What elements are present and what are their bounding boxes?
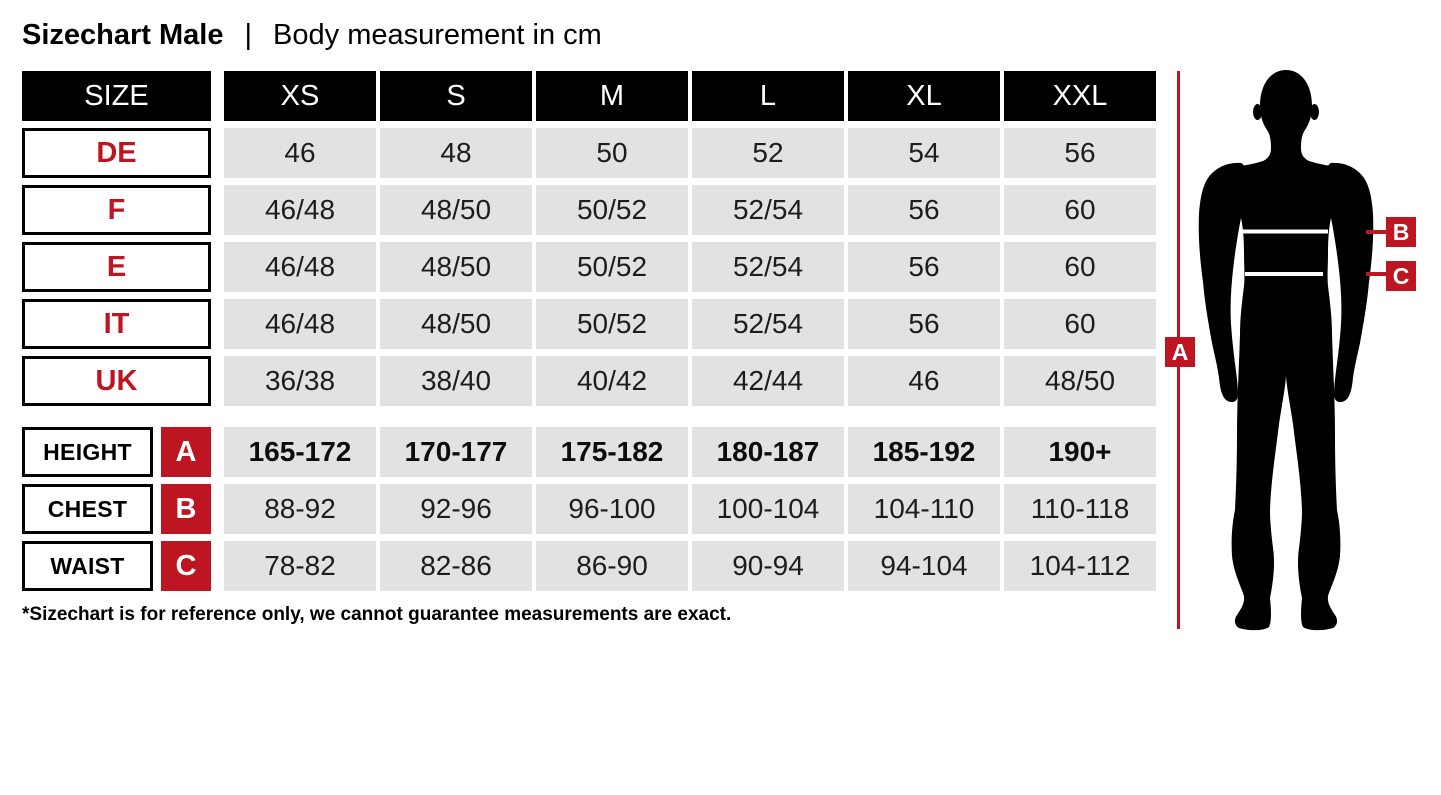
measure-cell: 92-96 — [380, 484, 532, 534]
size-cell: 50/52 — [536, 242, 688, 292]
measure-cell: 170-177 — [380, 427, 532, 477]
row-label-it: IT — [22, 299, 211, 349]
column-header-l: L — [692, 71, 844, 121]
measure-cell: 90-94 — [692, 541, 844, 591]
size-cell: 46 — [848, 356, 1000, 406]
measure-cell: 185-192 — [848, 427, 1000, 477]
column-header-xl: XL — [848, 71, 1000, 121]
measure-cell: 175-182 — [536, 427, 688, 477]
marker-a-figure: A — [1165, 337, 1195, 367]
measure-cell: 165-172 — [224, 427, 376, 477]
size-cell: 60 — [1004, 185, 1156, 235]
measure-cell: 180-187 — [692, 427, 844, 477]
silhouette-ear-right — [1310, 104, 1319, 120]
footnote: *Sizechart is for reference only, we cannot guarantee measurements are exact. — [22, 604, 732, 625]
measure-cell: 104-110 — [848, 484, 1000, 534]
size-cell: 50/52 — [536, 299, 688, 349]
size-cell: 42/44 — [692, 356, 844, 406]
size-cell: 46 — [224, 128, 376, 178]
marker-c-figure: C — [1386, 261, 1416, 291]
size-cell: 48/50 — [380, 242, 532, 292]
marker-c-table: C — [161, 541, 211, 591]
size-cell: 48/50 — [380, 185, 532, 235]
size-cell: 52/54 — [692, 299, 844, 349]
silhouette-arm-left — [1199, 163, 1245, 402]
silhouette-arm-right — [1327, 163, 1373, 402]
size-cell: 50/52 — [536, 185, 688, 235]
size-cell: 46/48 — [224, 185, 376, 235]
chest-pointer-line — [1366, 230, 1386, 234]
measure-cell: 110-118 — [1004, 484, 1156, 534]
title-separator: | — [244, 19, 253, 51]
column-header-size: SIZE — [22, 71, 211, 121]
size-cell: 38/40 — [380, 356, 532, 406]
measure-cell: 88-92 — [224, 484, 376, 534]
marker-a-table: A — [161, 427, 211, 477]
measure-cell: 82-86 — [380, 541, 532, 591]
size-cell: 54 — [848, 128, 1000, 178]
row-label-waist: WAIST — [22, 541, 153, 591]
size-cell: 46/48 — [224, 299, 376, 349]
size-cell: 52/54 — [692, 242, 844, 292]
title-subtitle: Body measurement in cm — [273, 19, 602, 51]
row-label-f: F — [22, 185, 211, 235]
size-cell: 48/50 — [380, 299, 532, 349]
male-silhouette — [1185, 62, 1415, 634]
size-cell: 56 — [848, 242, 1000, 292]
size-cell: 52 — [692, 128, 844, 178]
waist-pointer-line — [1366, 272, 1386, 276]
silhouette-ear-left — [1253, 104, 1262, 120]
size-cell: 36/38 — [224, 356, 376, 406]
size-cell: 52/54 — [692, 185, 844, 235]
column-header-xs: XS — [224, 71, 376, 121]
size-cell: 60 — [1004, 299, 1156, 349]
size-cell: 56 — [848, 185, 1000, 235]
size-cell: 60 — [1004, 242, 1156, 292]
column-header-s: S — [380, 71, 532, 121]
size-cell: 50 — [536, 128, 688, 178]
size-cell: 56 — [848, 299, 1000, 349]
measure-cell: 96-100 — [536, 484, 688, 534]
size-cell: 46/48 — [224, 242, 376, 292]
measure-cell: 94-104 — [848, 541, 1000, 591]
measure-cell: 104-112 — [1004, 541, 1156, 591]
row-label-e: E — [22, 242, 211, 292]
size-cell: 56 — [1004, 128, 1156, 178]
waist-line — [1245, 272, 1323, 276]
column-header-m: M — [536, 71, 688, 121]
size-cell: 48 — [380, 128, 532, 178]
marker-b-figure: B — [1386, 217, 1416, 247]
measure-cell: 78-82 — [224, 541, 376, 591]
row-label-de: DE — [22, 128, 211, 178]
measure-cell: 100-104 — [692, 484, 844, 534]
measure-cell: 190+ — [1004, 427, 1156, 477]
chest-line — [1240, 230, 1328, 234]
row-label-uk: UK — [22, 356, 211, 406]
size-cell: 48/50 — [1004, 356, 1156, 406]
title-main: Sizechart Male — [22, 19, 224, 51]
column-header-xxl: XXL — [1004, 71, 1156, 121]
measure-cell: 86-90 — [536, 541, 688, 591]
size-cell: 40/42 — [536, 356, 688, 406]
marker-b-table: B — [161, 484, 211, 534]
silhouette-body — [1212, 70, 1361, 630]
row-label-chest: CHEST — [22, 484, 153, 534]
row-label-height: HEIGHT — [22, 427, 153, 477]
